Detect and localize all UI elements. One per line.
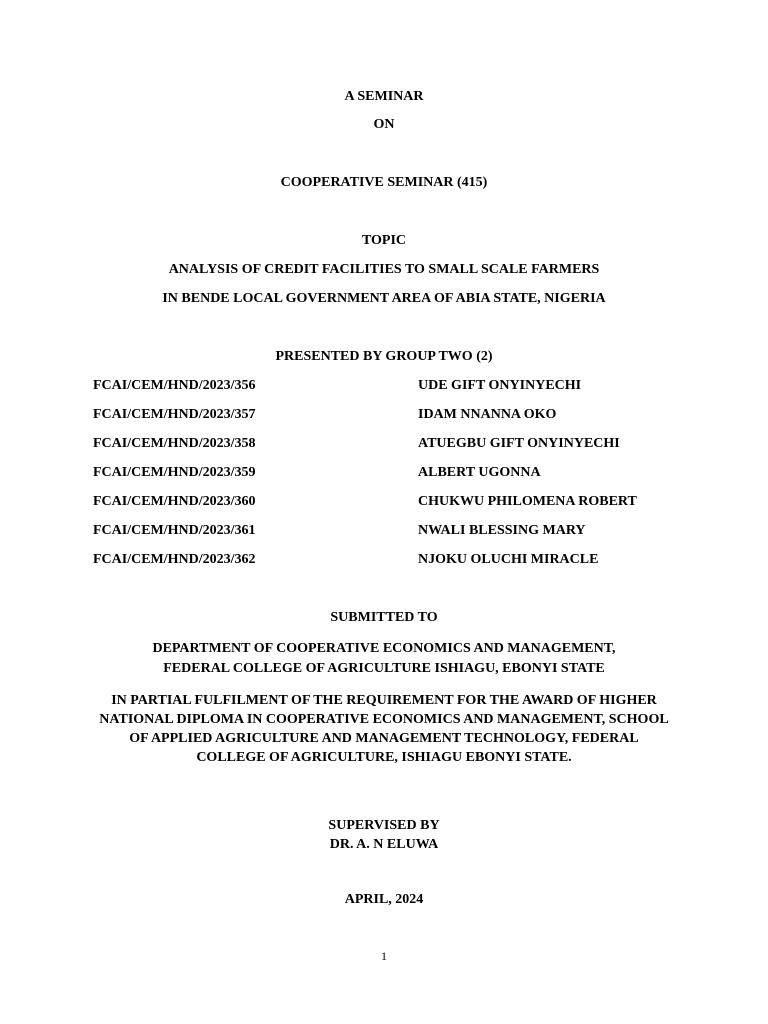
member-row xyxy=(0,465,768,481)
member-matric: FCAI/CEM/HND/2023/359 xyxy=(93,465,256,480)
member-name: NWALI BLESSING MARY xyxy=(418,523,586,538)
member-name: IDAM NNANNA OKO xyxy=(418,407,557,422)
member-matric: FCAI/CEM/HND/2023/362 xyxy=(93,552,256,567)
seminar-heading: A SEMINAR xyxy=(344,89,424,104)
member-name: NJOKU OLUCHI MIRACLE xyxy=(418,552,599,567)
topic-label: TOPIC xyxy=(361,233,407,248)
topic-title-line-1: ANALYSIS OF CREDIT FACILITIES TO SMALL SCALE FARMERS xyxy=(168,262,600,277)
presented-by-heading: PRESENTED BY GROUP TWO (2) xyxy=(275,349,493,364)
award-purpose-paragraph: IN PARTIAL FULFILMENT OF THE REQUIREMENT FOR THE AWARD OF HIGHER NATIONAL DIPLOMA IN COOPERATIVE ECONOMICS AND MANAGEMENT, SCHOOL OF APPLIED AGRICULTURE AND MANAGEMENT TECHNOLOGY, FEDERAL COLLEGE OF AGRICULTURE, ISHIAGU EBONYI STATE. xyxy=(99,693,669,765)
member-name: UDE GIFT ONYINYECHI xyxy=(418,378,582,393)
department-name: DEPARTMENT OF COOPERATIVE ECONOMICS AND MANAGEMENT, xyxy=(152,641,616,656)
member-row xyxy=(0,494,768,510)
member-row xyxy=(0,523,768,539)
college-name: FEDERAL COLLEGE OF AGRICULTURE ISHIAGU, EBONYI STATE xyxy=(163,661,605,676)
member-row xyxy=(0,552,768,568)
submitted-to-label: SUBMITTED TO xyxy=(330,610,438,625)
course-title: COOPERATIVE SEMINAR (415) xyxy=(280,175,488,190)
member-name: ALBERT UGONNA xyxy=(418,465,541,480)
supervised-by-label: SUPERVISED BY xyxy=(328,818,440,833)
member-matric: FCAI/CEM/HND/2023/358 xyxy=(93,436,256,451)
member-matric: FCAI/CEM/HND/2023/356 xyxy=(93,378,256,393)
page-number: 1 xyxy=(381,949,387,963)
topic-title-line-2: IN BENDE LOCAL GOVERNMENT AREA OF ABIA STATE, NIGERIA xyxy=(162,291,606,306)
supervisor-name: DR. A. N ELUWA xyxy=(329,837,439,852)
member-name: CHUKWU PHILOMENA ROBERT xyxy=(418,494,637,509)
member-name: ATUEGBU GIFT ONYINYECHI xyxy=(418,436,620,451)
member-row xyxy=(0,407,768,423)
member-matric: FCAI/CEM/HND/2023/357 xyxy=(93,407,256,422)
submission-date: APRIL, 2024 xyxy=(344,892,424,907)
on-heading: ON xyxy=(373,117,395,132)
member-row xyxy=(0,436,768,452)
member-matric: FCAI/CEM/HND/2023/360 xyxy=(93,494,256,509)
member-row xyxy=(0,378,768,394)
member-matric: FCAI/CEM/HND/2023/361 xyxy=(93,523,256,538)
